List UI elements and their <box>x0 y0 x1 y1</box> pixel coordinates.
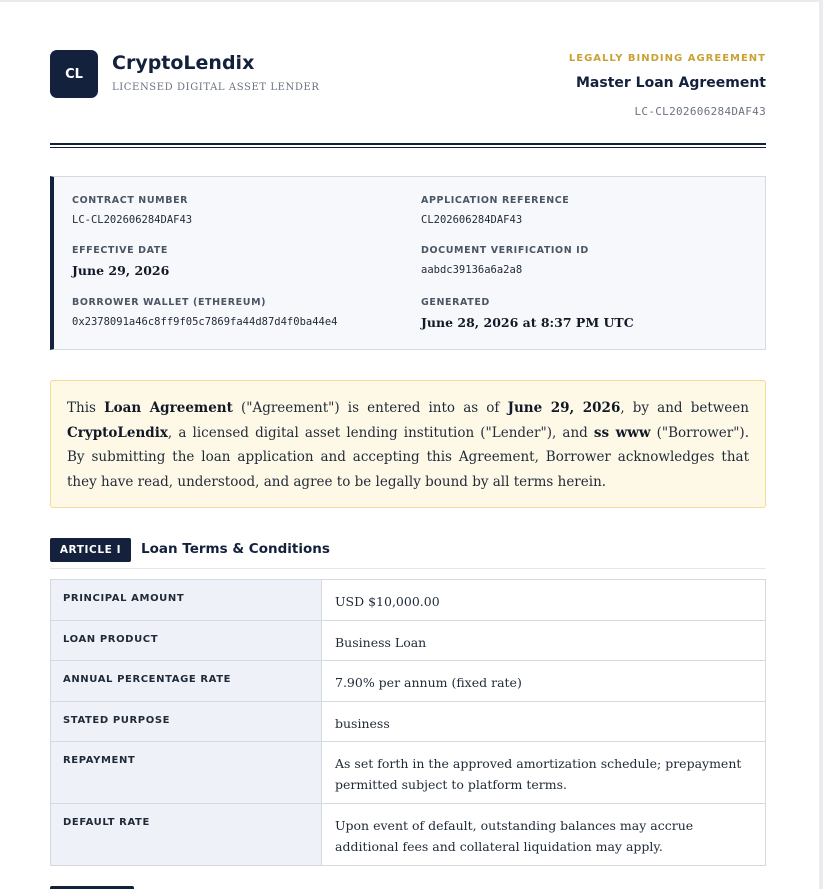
effective-date-field <box>72 245 169 278</box>
contract-number-value: LC-CL202606284DAF43 <box>72 214 193 226</box>
agreement-intro <box>50 380 766 508</box>
table-row <box>51 580 766 621</box>
effective-date-value: June 29, 2026 <box>72 263 170 278</box>
article-1-badge: ARTICLE I <box>50 538 131 562</box>
agreement-id: LC-CL202606284DAF43 <box>634 105 766 118</box>
term-label: ANNUAL PERCENTAGE RATE <box>51 661 322 702</box>
header-divider-thin <box>50 147 766 148</box>
company-subtitle: LICENSED DIGITAL ASSET LENDER <box>112 82 320 93</box>
term-value: Upon event of default, outstanding balances may accrue additional fees and collateral liquidation may apply. <box>322 804 766 866</box>
company-logo: CL <box>50 50 98 98</box>
article-1-title: Loan Terms & Conditions <box>141 541 330 557</box>
contract-metadata <box>50 176 766 350</box>
term-value: Business Loan <box>322 621 766 661</box>
company-name: CryptoLendix <box>112 52 255 74</box>
generated-field <box>421 297 634 330</box>
table-row <box>51 702 766 742</box>
borrower-wallet-field <box>72 297 338 328</box>
generated-value: June 28, 2026 at 8:37 PM UTC <box>421 315 634 330</box>
verification-id-label: DOCUMENT VERIFICATION ID <box>421 245 589 256</box>
application-reference-value: CL202606284DAF43 <box>421 214 523 226</box>
intro-text: This <box>67 400 105 416</box>
document-page <box>0 2 819 889</box>
intro-effective-date: June 29, 2026 <box>507 400 621 416</box>
intro-text: ("Borrower"). By submitting the loan application and accepting this Agreement, Borrower acknowledges that they have read, understood, and agree to be legally bound by all terms herein. <box>67 424 749 490</box>
term-label: PRINCIPAL AMOUNT <box>51 580 322 621</box>
agreement-title: Master Loan Agreement <box>576 75 766 91</box>
intro-text: , by and between <box>620 400 749 416</box>
article-divider <box>50 568 766 569</box>
intro-lender-name: CryptoLendix <box>67 424 168 441</box>
borrower-wallet-value[interactable]: 0x2378091a46c8ff9f05c7869fa44d87d4f0ba44e4 <box>72 316 338 328</box>
term-value: business <box>322 702 766 742</box>
intro-borrower-name: ss www <box>593 424 651 441</box>
intro-text: ("Agreement") is entered into as of <box>232 400 508 416</box>
table-row <box>51 742 766 804</box>
term-label: DEFAULT RATE <box>51 804 322 866</box>
header-divider <box>50 143 766 145</box>
term-value: 7.90% per annum (fixed rate) <box>322 661 766 702</box>
table-row <box>51 661 766 702</box>
effective-date-label: EFFECTIVE DATE <box>72 245 168 256</box>
table-row <box>51 804 766 866</box>
term-label: LOAN PRODUCT <box>51 621 322 661</box>
generated-label: GENERATED <box>421 297 490 308</box>
term-value: USD $10,000.00 <box>322 580 766 621</box>
contract-number-label: CONTRACT NUMBER <box>72 195 189 206</box>
article-1-heading <box>50 538 766 568</box>
document-header <box>50 50 766 150</box>
term-value: As set forth in the approved amortization schedule; prepayment permitted subject to platform terms. <box>322 742 766 804</box>
verification-id-value: aabdc39136a6a2a8 <box>421 264 523 276</box>
intro-text: , a licensed digital asset lending institution ("Lender"), and <box>167 424 594 441</box>
contract-number-field <box>72 195 192 226</box>
agreement-kicker: LEGALLY BINDING AGREEMENT <box>568 53 766 64</box>
loan-terms-table <box>50 579 766 866</box>
intro-agreement-term: Loan Agreement <box>104 400 233 416</box>
term-label: STATED PURPOSE <box>51 702 322 742</box>
borrower-wallet-label: BORROWER WALLET (ETHEREUM) <box>72 297 267 308</box>
verification-id-field <box>421 245 589 276</box>
term-label: REPAYMENT <box>51 742 322 804</box>
table-row <box>51 621 766 661</box>
application-reference-label: APPLICATION REFERENCE <box>421 195 570 206</box>
application-reference-field <box>421 195 569 226</box>
